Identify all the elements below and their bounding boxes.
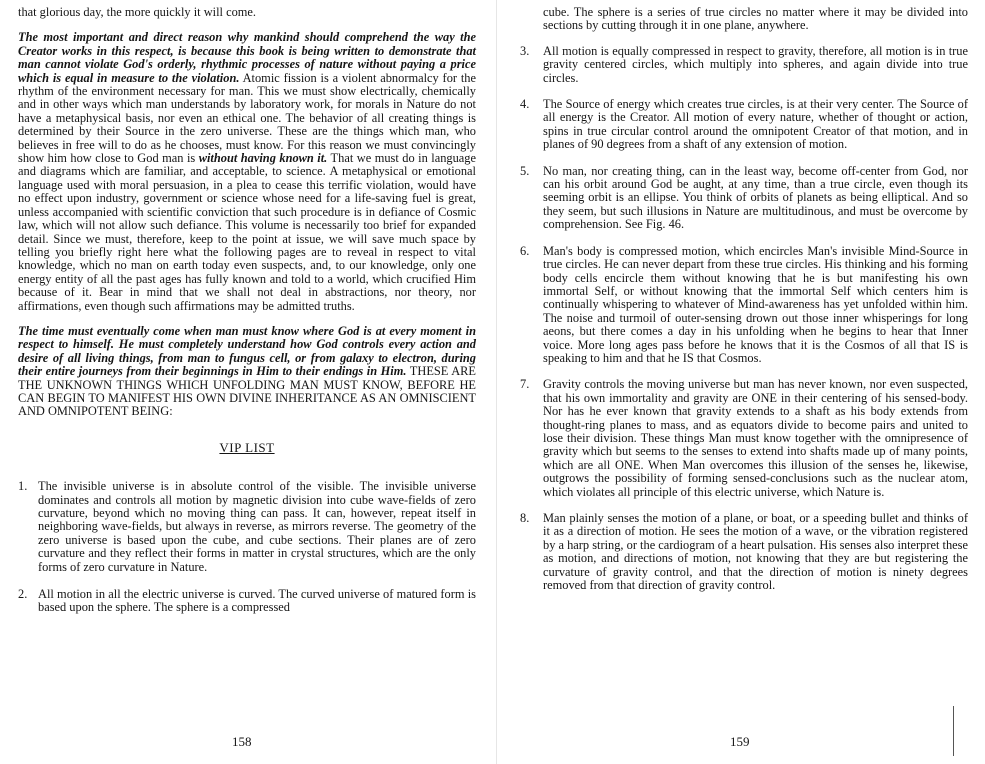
vip-list-left [18, 480, 476, 615]
list-number: 3. [520, 43, 530, 58]
list-number: 5. [520, 163, 530, 178]
list-text: All motion in all the electric universe is curved. The curved universe of matured form is based upon the sphere. The sphere is a compressed [38, 587, 476, 615]
paragraph-3 [18, 325, 476, 419]
gutter-divider [496, 0, 497, 764]
list-number: 8. [520, 511, 530, 525]
list-item [520, 378, 968, 499]
list-item [520, 45, 968, 85]
list-text: All motion is equally compressed in respect to gravity, therefore, all motion is in true gravity centered circles, which multiply into spheres, and again divide into true circles. [543, 43, 968, 85]
margin-rule [953, 706, 954, 756]
paragraph-text: Atomic fission is a violent abnormalcy for the rhythm of the environment necessary for man. This we must show electrically, chemically and in other ways which man understands by laboratory work, for morals in Nature do not have a metaphysical basis, nor even an ethical one. The behavior of all creating things is determined by their Source in the zero universe. These are the things which man, who believes in free will to do as he chooses, must know. For this reason we must convincingly show him how close to God man is [18, 70, 476, 166]
list-number: 1. [18, 479, 28, 494]
page-number: 158 [232, 733, 252, 749]
paragraph-1 [18, 6, 476, 19]
list-text: Man's body is compressed motion, which encircles Man's invisible Mind-Source in true circles. He can never depart from these true circles. His thinking and his forming body cells encircle them without knowing that he is but manifesting his own immortal Self, or without knowing that the immortal Self which centers him is continually whispering to whatever of Mind-awareness has yet unfolded within him. The noise and turmoil of outer-sensing drown out those inner whisperings for long aeons, but there comes a day in his unfolding when he begins to hear that Inner voice. More long ages pass before he knows that it is the Cosmos of all that IS is speaking to him and that he IS that Cosmos. [543, 243, 968, 365]
list-item [520, 165, 968, 232]
list-item [520, 512, 968, 592]
list-number: 7. [520, 377, 530, 392]
emphasis-text: without having known it. [198, 151, 328, 166]
list-item [520, 98, 968, 152]
paragraph-text: That we must do in language and diagrams which are familiar, and acceptable, to science. A metaphysical or emotional language used with moral persuasion, in a plea to cease this terrific violation, would have no effect upon industry, government or science whose need for a life-saving fuel is great, unless accompanied with scientific conviction that such procedure is in defiance of Cosmic law, which will not allow such defiance. This volume is necessarily too brief for expanded detail. Since we must, therefore, keep to the point at issue, we will save much space by telling you briefly right here what the following pages are to reveal in respect to vital knowledge, which no man on earth today even suspects, and, to our knowledge, only one energy entity of all the past ages has fully known and told to a world, which crucified Him because of it. Bear in mind that we shall not deal in abstractions, nor theory, nor affirmations, even though such affirmations may be admitted truths. [18, 151, 476, 313]
list-text: Man plainly senses the motion of a plane, or boat, or a speeding bullet and thinks of it as a direction of motion. He sees the motion of a wave, or the vibration registered by a harp string, or the cardiogram of a heart pulsation. His senses also interpret these as motion, and directions of motion, not knowing that they are but registering the curvature of gravity control, and that the direction of motion is ninety degrees removed from that direction of gravity control. [543, 511, 968, 593]
emphasis-text: The most important and direct reason why mankind should comprehend the way the Creator works in this respect, is because this book is being written to demonstrate that man cannot violate God's orderly, rhythmic processes of nature without paying a price which is equal in measure to the violation. [18, 30, 476, 85]
page-number: 159 [730, 733, 750, 749]
left-page [18, 6, 476, 764]
section-heading: VIP LIST [219, 439, 275, 455]
emphasis-text: The time must eventually come when man must know where God is at every moment in respect to himself. He must completely understand how God controls every action and desire of all living things, from man to fungus cell, or from galaxy to electron, during their entire journeys from their beginnings in Him to their endings in Him. [18, 323, 476, 379]
paragraph-text: THESE ARE THE UNKNOWN THINGS WHICH UNFOLDING MAN MUST KNOW, BEFORE HE CAN BEGIN TO MANIFEST HIS OWN DIVINE INHERITANCE AS AN OMNISCIENT AND OMNIPOTENT BEING: [18, 364, 476, 419]
paragraph-text: that glorious day, the more quickly it will come. [18, 5, 257, 19]
list-number: 6. [520, 243, 530, 258]
list-text: No man, nor creating thing, can in the least way, become off-center from God, nor can his orbit around God be aught, at any time, than a true circle, even though its seeming orbit is an ellipse. You think of orbits of planets as being elliptical. And so they seem, but such illusions in Nature are multitudinous, and must be overcome by comprehension. See Fig. 46. [543, 163, 968, 232]
right-page [520, 6, 968, 764]
list-text: The Source of energy which creates true circles, is at their very center. The Source of all energy is the Creator. All motion of every nature, whether of thought or action, spins in true circular control around the omnipotent Creator of that motion, and in planes of 90 degrees from a shaft of any extension of motion. [543, 97, 968, 152]
vip-list-right [520, 45, 968, 593]
paragraph-2 [18, 31, 476, 313]
list-text: The invisible universe is in absolute control of the visible. The invisible universe dominates and controls all motion by magnetic division into cube wave-fields of zero curvature, beyond which no moving thing can pass. It can, however, repeat itself in neighboring wave-fields, but always in reverse, as mirrors reverse. The geometry of the zero universe is based upon the cube, and cube sections. Their planes are of zero curvature and they reflect their forms in matter in crystal structures, which are the only forms of zero curvature in Nature. [38, 479, 476, 574]
continuation-text: cube. The sphere is a series of true circles no matter where it may be divided into sections by cutting through it in one plane, anywhere. [543, 5, 968, 33]
list-item [18, 588, 476, 615]
list-number: 4. [520, 97, 530, 112]
list-item [520, 245, 968, 366]
list-item [18, 480, 476, 574]
list-number: 2. [18, 587, 28, 602]
list-text: Gravity controls the moving universe but man has never known, nor even suspected, that his own immortality and gravity are ONE in their centering of his sensed-body. Nor has he ever known that gravity extends to a shaft as his body extends from thought-ring planes to mass, and as equators divide to become pairs and united to lose their division. These things Man must know together with the omnipresence of gravity which but seems to the senses to extend into shafts made up of many points, which are all ONE. When Man overcomes this illusion of the senses he, likewise, outgrows the possibility of forming sensed-conclusions such as the nuclear atom, which violates all principle of this electric universe, which Nature is. [543, 377, 968, 499]
